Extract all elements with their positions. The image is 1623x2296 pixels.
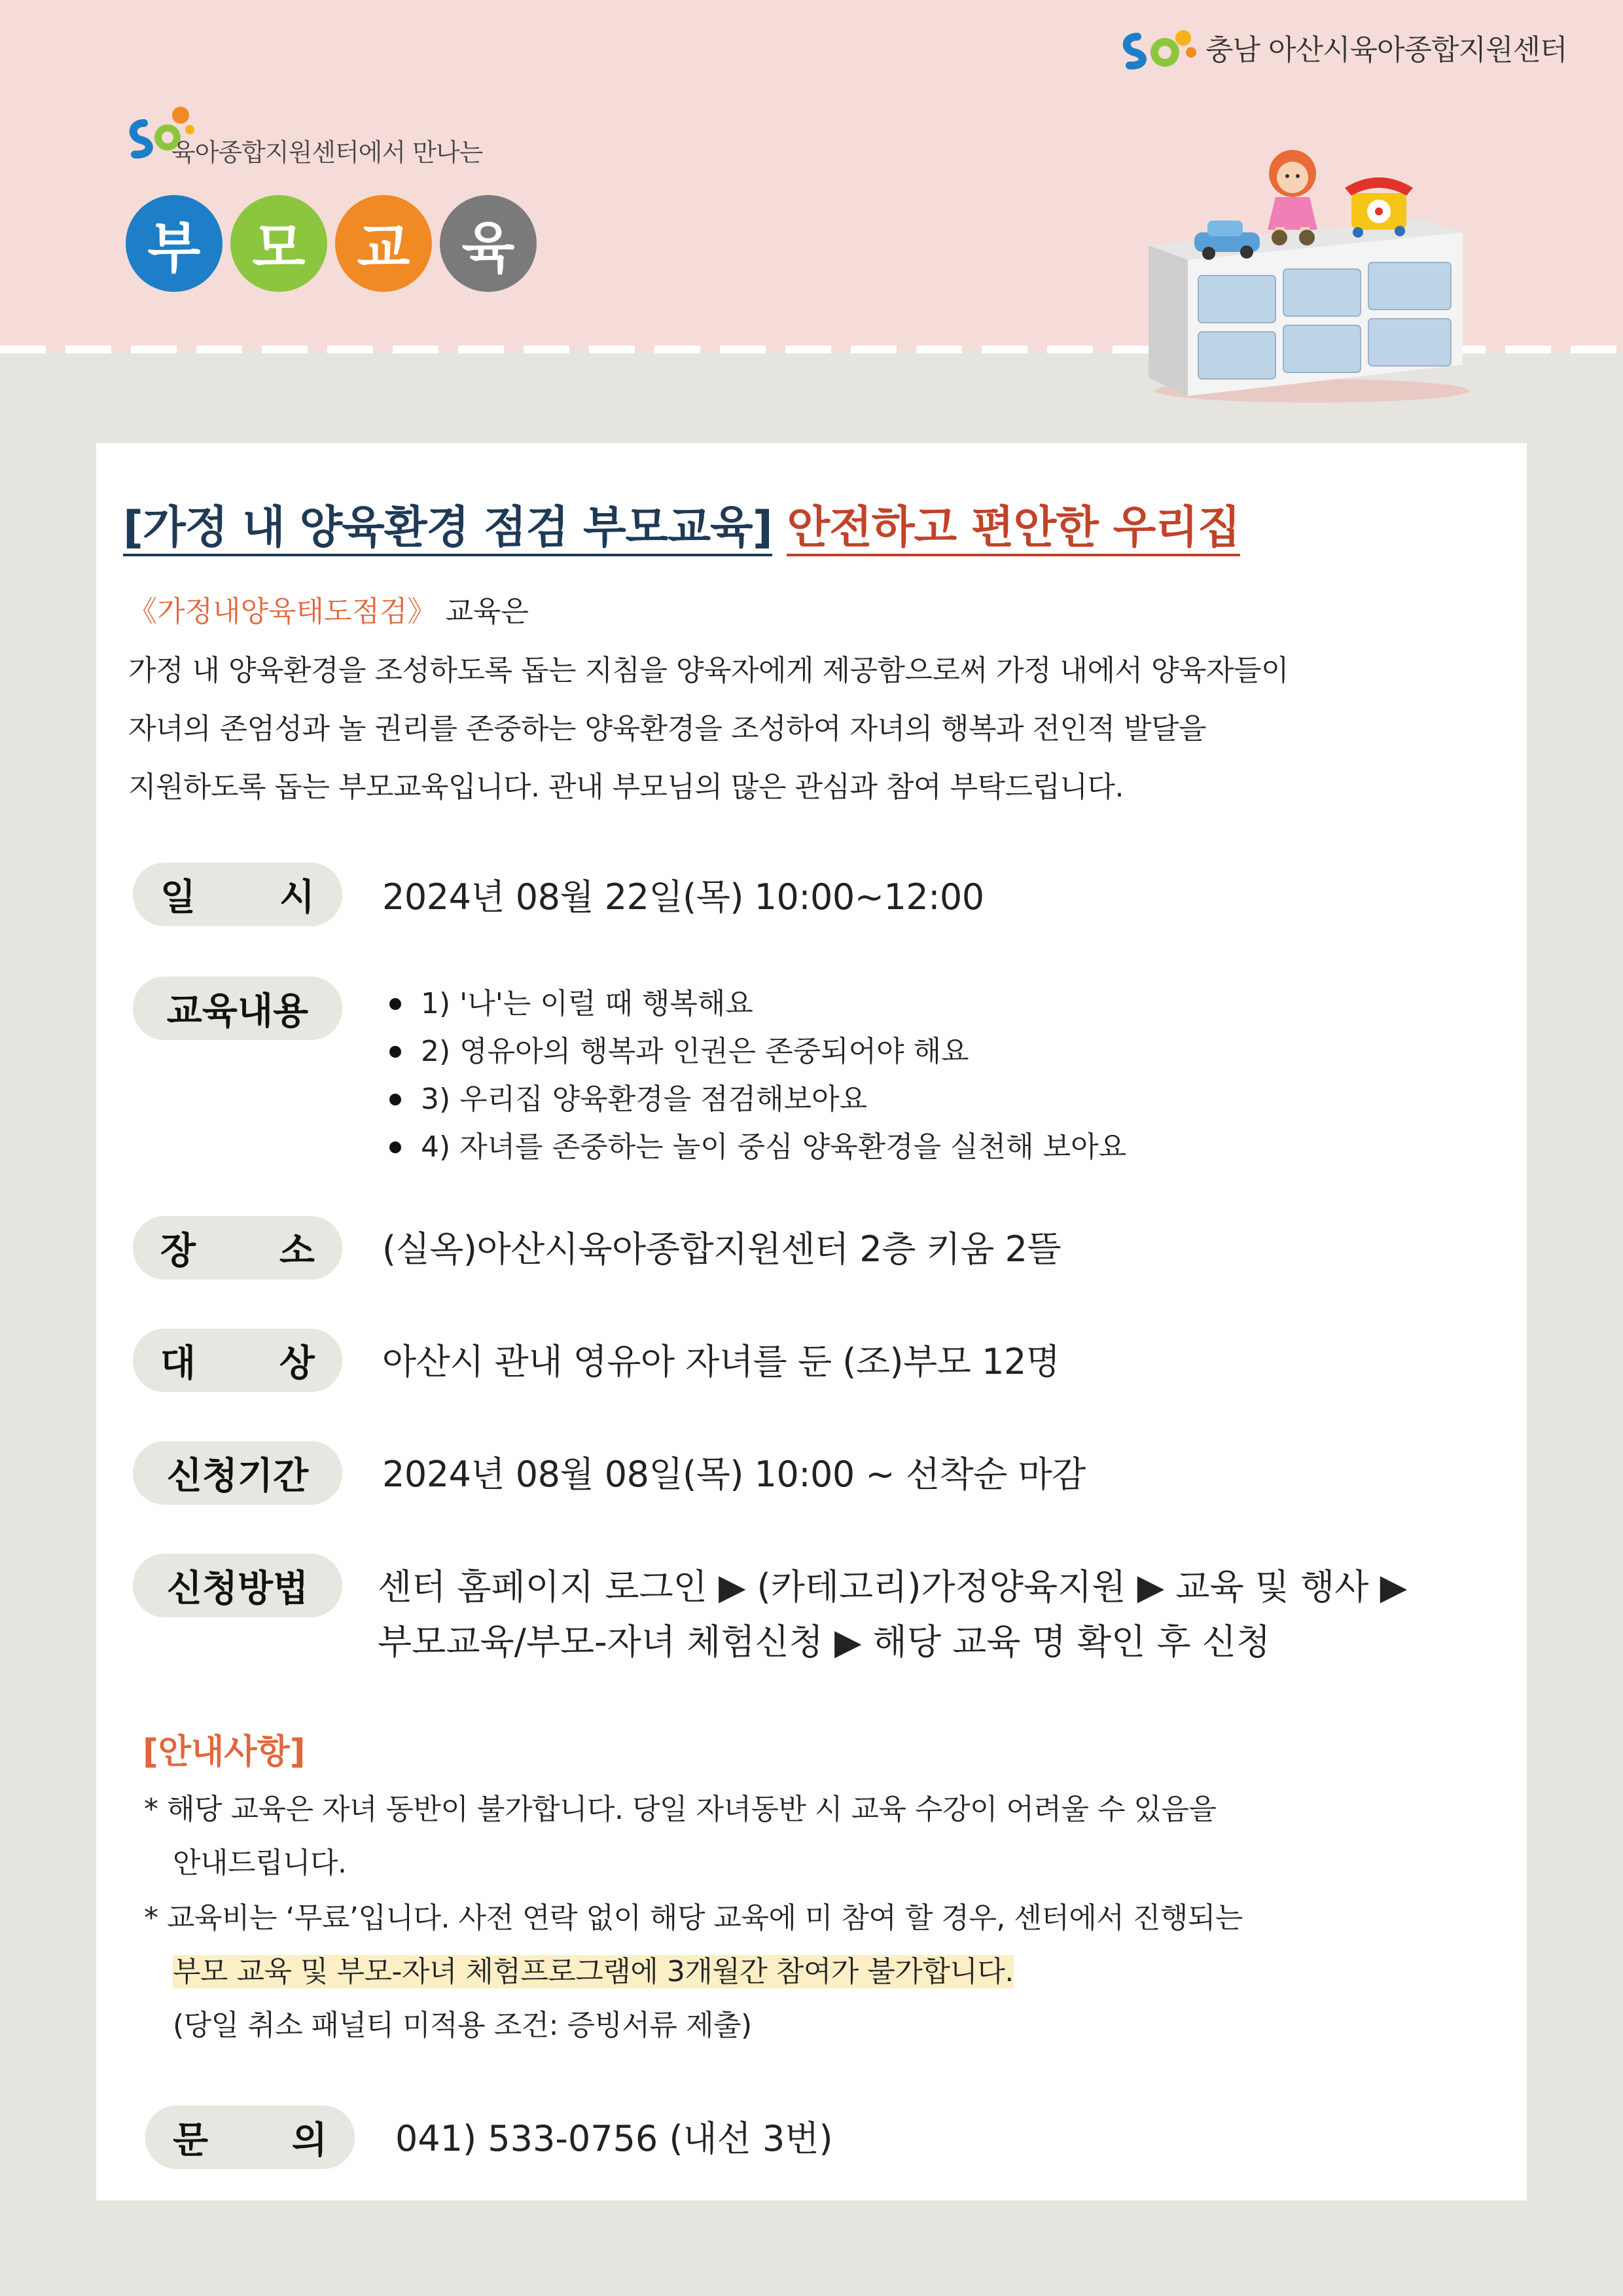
program-title-badges bbox=[126, 195, 537, 292]
list-item: 3) 우리집 양육환경을 점검해보아요 bbox=[389, 1075, 1126, 1123]
notice-1-line-1: * 해당 교육은 자녀 동반이 불가합니다. 당일 자녀동반 시 교육 수강이 어려울 수 있음을 bbox=[144, 1793, 1217, 1826]
notice-1-line-2: 안내드립니다. bbox=[173, 1846, 347, 1880]
label-char: 시 bbox=[279, 876, 315, 919]
label-char: 문 bbox=[173, 2119, 209, 2162]
title-char-4: 육 bbox=[440, 195, 537, 292]
list-item: 2) 영유아의 행복과 인권은 존중되어야 해요 bbox=[389, 1028, 1126, 1075]
doll-icon bbox=[1268, 150, 1317, 245]
notice-2-line-1: * 교육비는 ‘무료’입니다. 사전 연락 없이 해당 교육에 미 참여 할 경우, 센터에서 진행되는 bbox=[144, 1901, 1243, 1935]
target-label bbox=[133, 1329, 342, 1392]
method-line-1: 센터 홈페이지 로그인 ▶ (카테고리)가정양육지원 ▶ 교육 및 행사 ▶ bbox=[378, 1566, 1408, 1607]
notice-2-line-3: (당일 취소 패널티 미적용 조건: 증빙서류 제출) bbox=[173, 2009, 752, 2042]
content-list bbox=[389, 980, 1126, 1171]
method-line-2: 부모교육/부모-자녀 체험신청 ▶ 해당 교육 명 확인 후 신청 bbox=[378, 1621, 1271, 1662]
label-char: 상 bbox=[279, 1342, 315, 1385]
intro-line: 자녀의 존엄성과 놀 권리를 존중하는 양육환경을 조성하여 자녀의 행복과 전인적 발달을 bbox=[128, 712, 1207, 745]
target-value: 아산시 관내 영유아 자녀를 둔 (조)부모 12명 bbox=[382, 1341, 1060, 1382]
period-value: 2024년 08월 08일(목) 10:00 ~ 선착순 마감 bbox=[382, 1454, 1086, 1495]
label-char: 장 bbox=[160, 1229, 196, 1272]
place-label bbox=[133, 1216, 342, 1280]
intro-highlight: 《가정내양육태도점검》 bbox=[128, 595, 437, 628]
intro-heading-suffix: 교육은 bbox=[436, 595, 529, 628]
place-value: (실옥)아산시육아종합지원센터 2층 키움 2뜰 bbox=[382, 1229, 1061, 1270]
notice-2-line-2 bbox=[173, 1948, 1014, 1990]
title-part-1: [가정 내 양육환경 점검 부모교육] bbox=[123, 502, 772, 556]
tagline: 육아종합지원센터에서 만나는 bbox=[171, 138, 483, 167]
content-label: 교육내용 bbox=[133, 977, 342, 1040]
center-logo-icon bbox=[1118, 24, 1199, 73]
contact-label bbox=[145, 2106, 355, 2169]
label-char: 의 bbox=[291, 2119, 327, 2162]
intro-line: 지원하도록 돕는 부모교육입니다. 관내 부모님의 많은 관심과 참여 부탁드립니다. bbox=[128, 770, 1124, 804]
page-title bbox=[123, 492, 1240, 556]
method-label: 신청방법 bbox=[133, 1554, 342, 1617]
intro-paragraph bbox=[128, 641, 1503, 816]
schedule-value: 2024년 08월 22일(목) 10:00~12:00 bbox=[382, 876, 984, 918]
toy-shelf-illustration bbox=[1135, 147, 1476, 409]
list-item: 1) '나'는 이럴 때 행복해요 bbox=[389, 980, 1126, 1028]
schedule-label bbox=[133, 863, 342, 926]
intro-heading bbox=[128, 588, 529, 630]
notice-heading: [안내사항] bbox=[143, 1732, 306, 1772]
intro-line: 가정 내 양육환경을 조성하도록 돕는 지침을 양육자에게 제공함으로써 가정 내에서 양육자들이 bbox=[128, 654, 1289, 687]
title-part-2: 안전하고 편안한 우리집 bbox=[787, 502, 1240, 556]
period-label: 신청기간 bbox=[133, 1441, 342, 1505]
center-name: 충남 아산시육아종합지원센터 bbox=[1205, 33, 1567, 67]
contact-phone: 041) 533-0756 (내선 3번) bbox=[395, 2118, 833, 2159]
label-char: 소 bbox=[279, 1229, 315, 1272]
list-item: 4) 자녀를 존중하는 놀이 중심 양육환경을 실천해 보아요 bbox=[389, 1123, 1126, 1171]
title-char-2: 모 bbox=[230, 195, 327, 292]
title-char-3: 교 bbox=[335, 195, 432, 292]
label-char: 대 bbox=[160, 1342, 196, 1385]
label-char: 일 bbox=[160, 876, 196, 919]
toy-phone-icon bbox=[1345, 177, 1413, 238]
title-char-1: 부 bbox=[126, 195, 223, 292]
notice-highlight: 부모 교육 및 부모-자녀 체험프로그램에 3개월간 참여가 불가합니다. bbox=[173, 1955, 1014, 1988]
